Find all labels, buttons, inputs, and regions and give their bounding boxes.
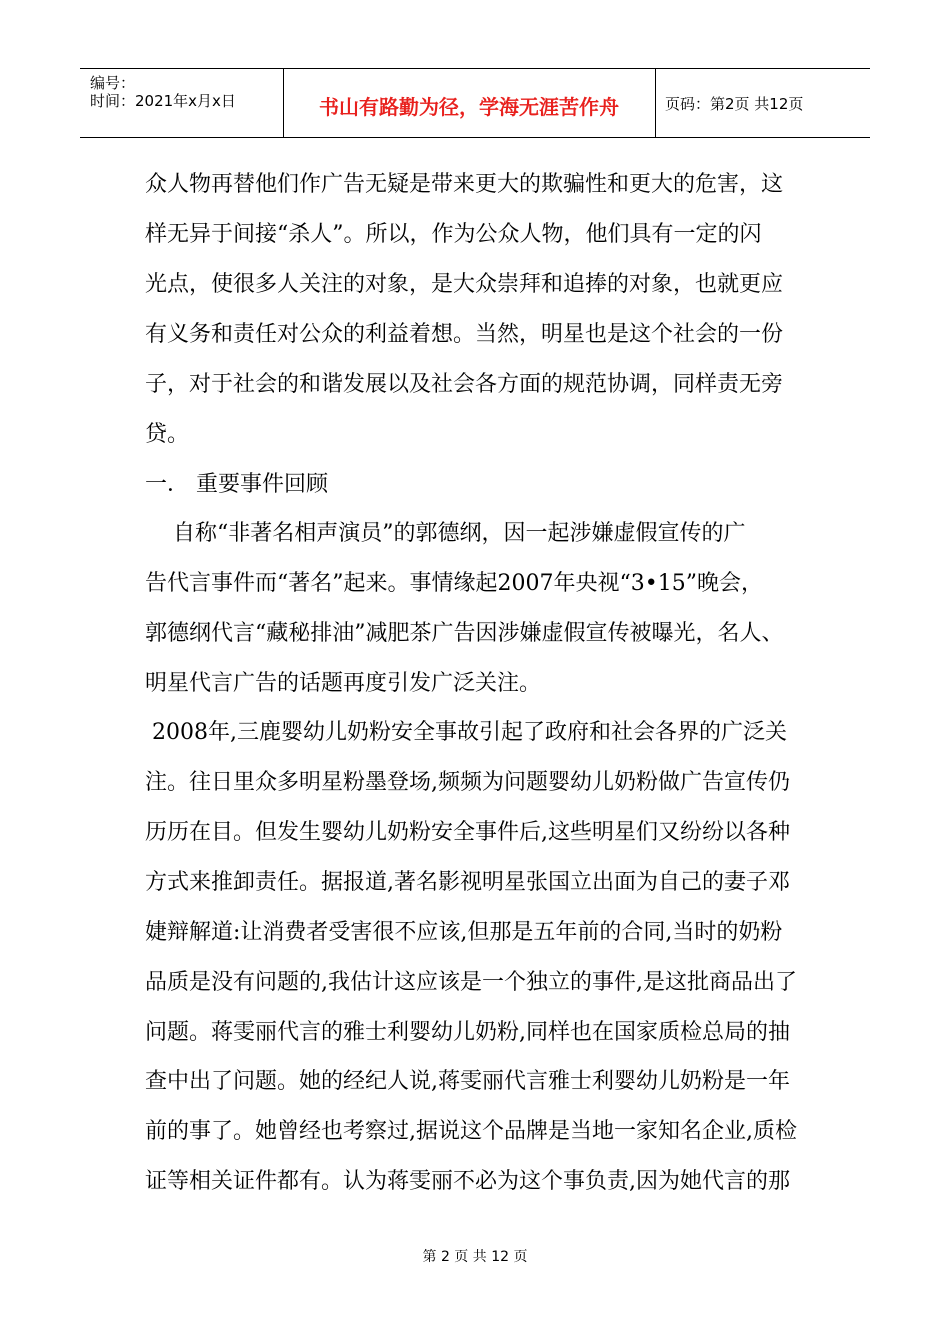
body-line: 郭德纲代言“藏秘排油”减肥茶广告因涉嫌虚假宣传被曝光，名人、 bbox=[145, 621, 784, 646]
body-line: 光点，使很多人关注的对象，是大众崇拜和追捧的对象，也就更应 bbox=[145, 272, 784, 297]
document-number-label: 编号： bbox=[90, 74, 136, 92]
header-page-cell bbox=[656, 69, 870, 137]
body-line: 贷。 bbox=[145, 422, 190, 447]
body-line: 告代言事件而“著名”起来。事情缘起2007年央视“3•15”晚会， bbox=[145, 571, 763, 596]
body-line: 自称“非著名相声演员”的郭德纲，因一起涉嫌虚假宣传的广 bbox=[145, 521, 746, 546]
body-line: 品质是没有问题的,我估计这应该是一个独立的事件,是这批商品出了 bbox=[145, 970, 797, 995]
header-motto: 书山有路勤为径，学海无涯苦作舟 bbox=[319, 95, 619, 119]
body-line: 查中出了问题。她的经纪人说,蒋雯丽代言雅士利婴幼儿奶粉是一年 bbox=[145, 1069, 790, 1094]
document-time-label: 时间：2021年x月x日 bbox=[90, 92, 236, 110]
body-line: 2008年,三鹿婴幼儿奶粉安全事故引起了政府和社会各界的广泛关 bbox=[145, 720, 787, 745]
header-motto-cell bbox=[283, 69, 656, 137]
body-line: 注。往日里众多明星粉墨登场,频频为问题婴幼儿奶粉做广告宣传仍 bbox=[145, 770, 790, 795]
body-line: 有义务和责任对公众的利益着想。当然，明星也是这个社会的一份 bbox=[145, 322, 784, 347]
body-line: 前的事了。她曾经也考察过,据说这个品牌是当地一家知名企业,质检 bbox=[145, 1119, 797, 1144]
section-heading: 一． 重要事件回顾 bbox=[145, 472, 328, 497]
body-line: 婕辩解道:让消费者受害很不应该,但那是五年前的合同,当时的奶粉 bbox=[145, 920, 783, 945]
body-line: 证等相关证件都有。认为蒋雯丽不必为这个事负责,因为她代言的那 bbox=[145, 1169, 790, 1194]
body-line: 明星代言广告的话题再度引发广泛关注。 bbox=[145, 671, 542, 696]
body-line: 子，对于社会的和谐发展以及社会各方面的规范协调，同样责无旁 bbox=[145, 372, 784, 397]
header-meta-cell bbox=[80, 69, 284, 137]
body-line: 问题。蒋雯丽代言的雅士利婴幼儿奶粉,同样也在国家质检总局的抽 bbox=[145, 1020, 790, 1045]
body-line: 方式来推卸责任。据报道,著名影视明星张国立出面为自己的妻子邓 bbox=[145, 870, 790, 895]
page-header bbox=[80, 68, 870, 138]
body-line: 众人物再替他们作广告无疑是带来更大的欺骗性和更大的危害，这 bbox=[145, 172, 784, 197]
header-page-info: 页码：第2页 共12页 bbox=[665, 95, 804, 113]
body-line: 样无异于间接“杀人”。所以，作为公众人物，他们具有一定的闪 bbox=[145, 222, 762, 247]
body-line: 历历在目。但发生婴幼儿奶粉安全事件后,这些明星们又纷纷以各种 bbox=[145, 820, 790, 845]
page-footer: 第 2 页 共 12 页 bbox=[422, 1249, 528, 1265]
